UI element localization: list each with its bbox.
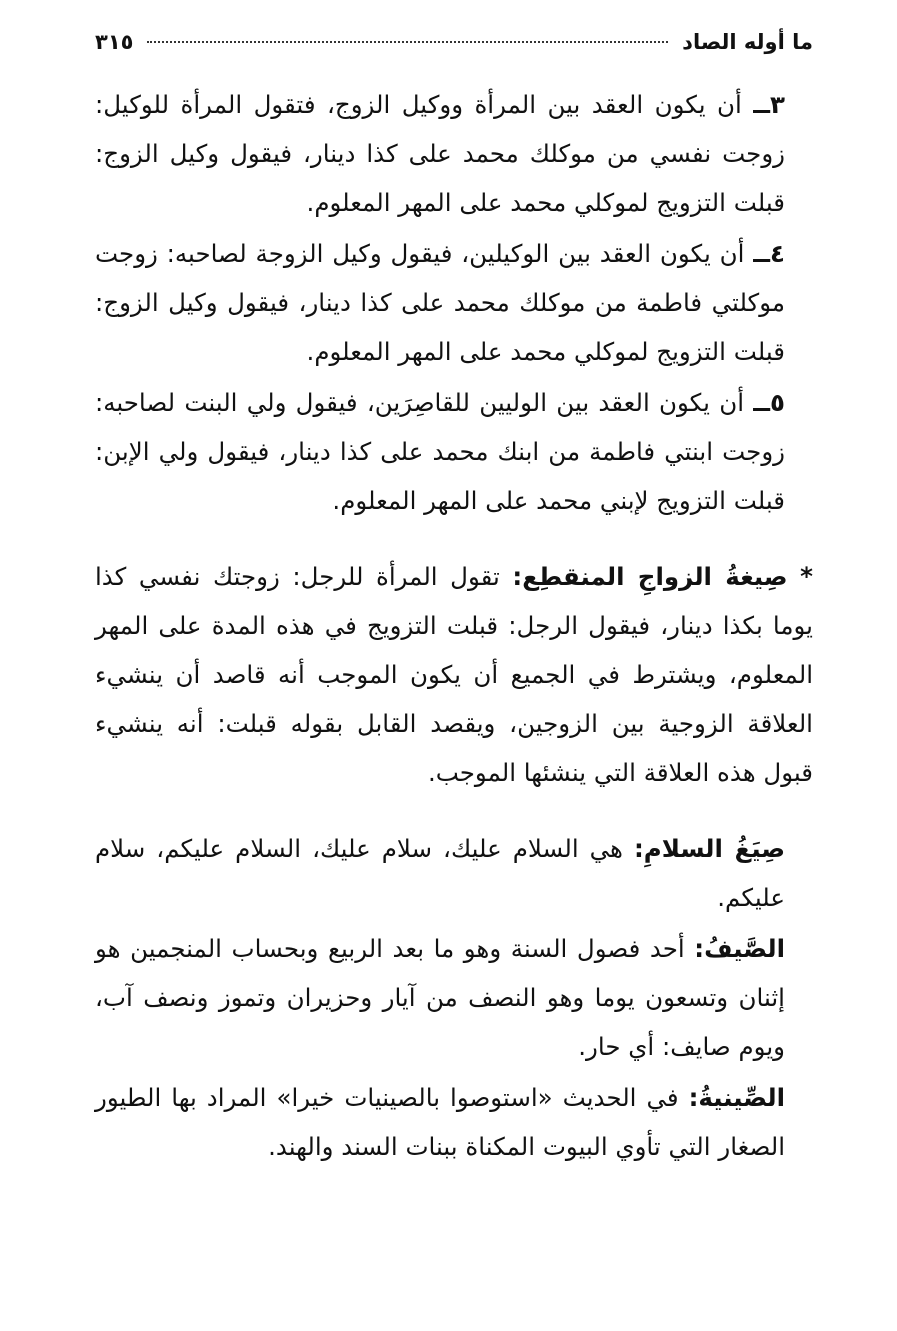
header-leader-dots: [147, 41, 668, 43]
entry-term: الصَّيفُ:: [694, 934, 785, 963]
entry-term: صِيَغُ السلامِ:: [633, 834, 785, 863]
asterisk-bullet: *: [800, 562, 813, 591]
entry-term: صِيغةُ الزواجِ المنقطِع:: [512, 562, 788, 591]
book-page: [95, 30, 813, 1171]
entry-temporary-marriage: [95, 552, 813, 797]
paragraph-number: ٤ــ: [753, 239, 785, 268]
page-number: ٣١٥: [95, 30, 134, 54]
numbered-paragraph-3: [95, 80, 813, 227]
entry-text: أحد فصول السنة وهو ما بعد الربيع وبحساب المنجمين هو إثنان وتسعون يوما وهو النصف من آيار وحزيران وتموز ونصف آب، ويوم صايف: أي حار.: [95, 934, 785, 1061]
entry-text: تقول المرأة للرجل: زوجتك نفسي كذا يوما بكذا دينار، فيقول الرجل: قبلت التزويج في هذه المدة على المهر المعلوم، ويشترط في الجميع أن يكون الموجب أنه قاصد أن ينشيء العلاقة الزوجية بين الزوجين، ويقصد القابل بقوله قبلت: أنه ينشيء قبول هذه العلاقة التي ينشئها الموجب.: [95, 562, 813, 787]
entry-text: في الحديث «استوصوا بالصينيات خيرا» المراد بها الطيور الصغار التي تأوي البيوت المكناة ببنات السند والهند.: [95, 1083, 785, 1161]
paragraph-text: أن يكون العقد بين المرأة ووكيل الزوج، فتقول المرأة للوكيل: زوجت نفسي من موكلك محمد على كذا دينار، فيقول وكيل الزوج: قبلت التزويج لموكلي محمد على المهر المعلوم.: [95, 90, 785, 217]
running-header: [95, 30, 813, 66]
entry-chinese: [95, 1073, 813, 1171]
entry-summer: [95, 924, 813, 1071]
header-title: ما أوله الصاد: [682, 30, 813, 54]
entry-text: هي السلام عليك، سلام عليك، السلام عليكم، سلام عليكم.: [95, 834, 785, 912]
entry-term: الصِّينيةُ:: [688, 1083, 785, 1112]
paragraph-text: أن يكون العقد بين الوليين للقاصِرَين، فيقول ولي البنت لصاحبه: زوجت ابنتي فاطمة من ابنك محمد على كذا دينار، فيقول ولي الإبن: قبلت التزويج لإبني محمد على المهر المعلوم.: [95, 388, 785, 515]
numbered-paragraph-5: [95, 378, 813, 525]
numbered-paragraph-4: [95, 229, 813, 376]
paragraph-number: ٥ــ: [753, 388, 785, 417]
paragraph-number: ٣ــ: [753, 90, 785, 119]
entry-greeting-forms: [95, 824, 813, 922]
paragraph-text: أن يكون العقد بين الوكيلين، فيقول وكيل الزوجة لصاحبه: زوجت موكلتي فاطمة من موكلك محمد على كذا دينار، فيقول وكيل الزوج: قبلت التزويج لموكلي محمد على المهر المعلوم.: [95, 239, 785, 366]
